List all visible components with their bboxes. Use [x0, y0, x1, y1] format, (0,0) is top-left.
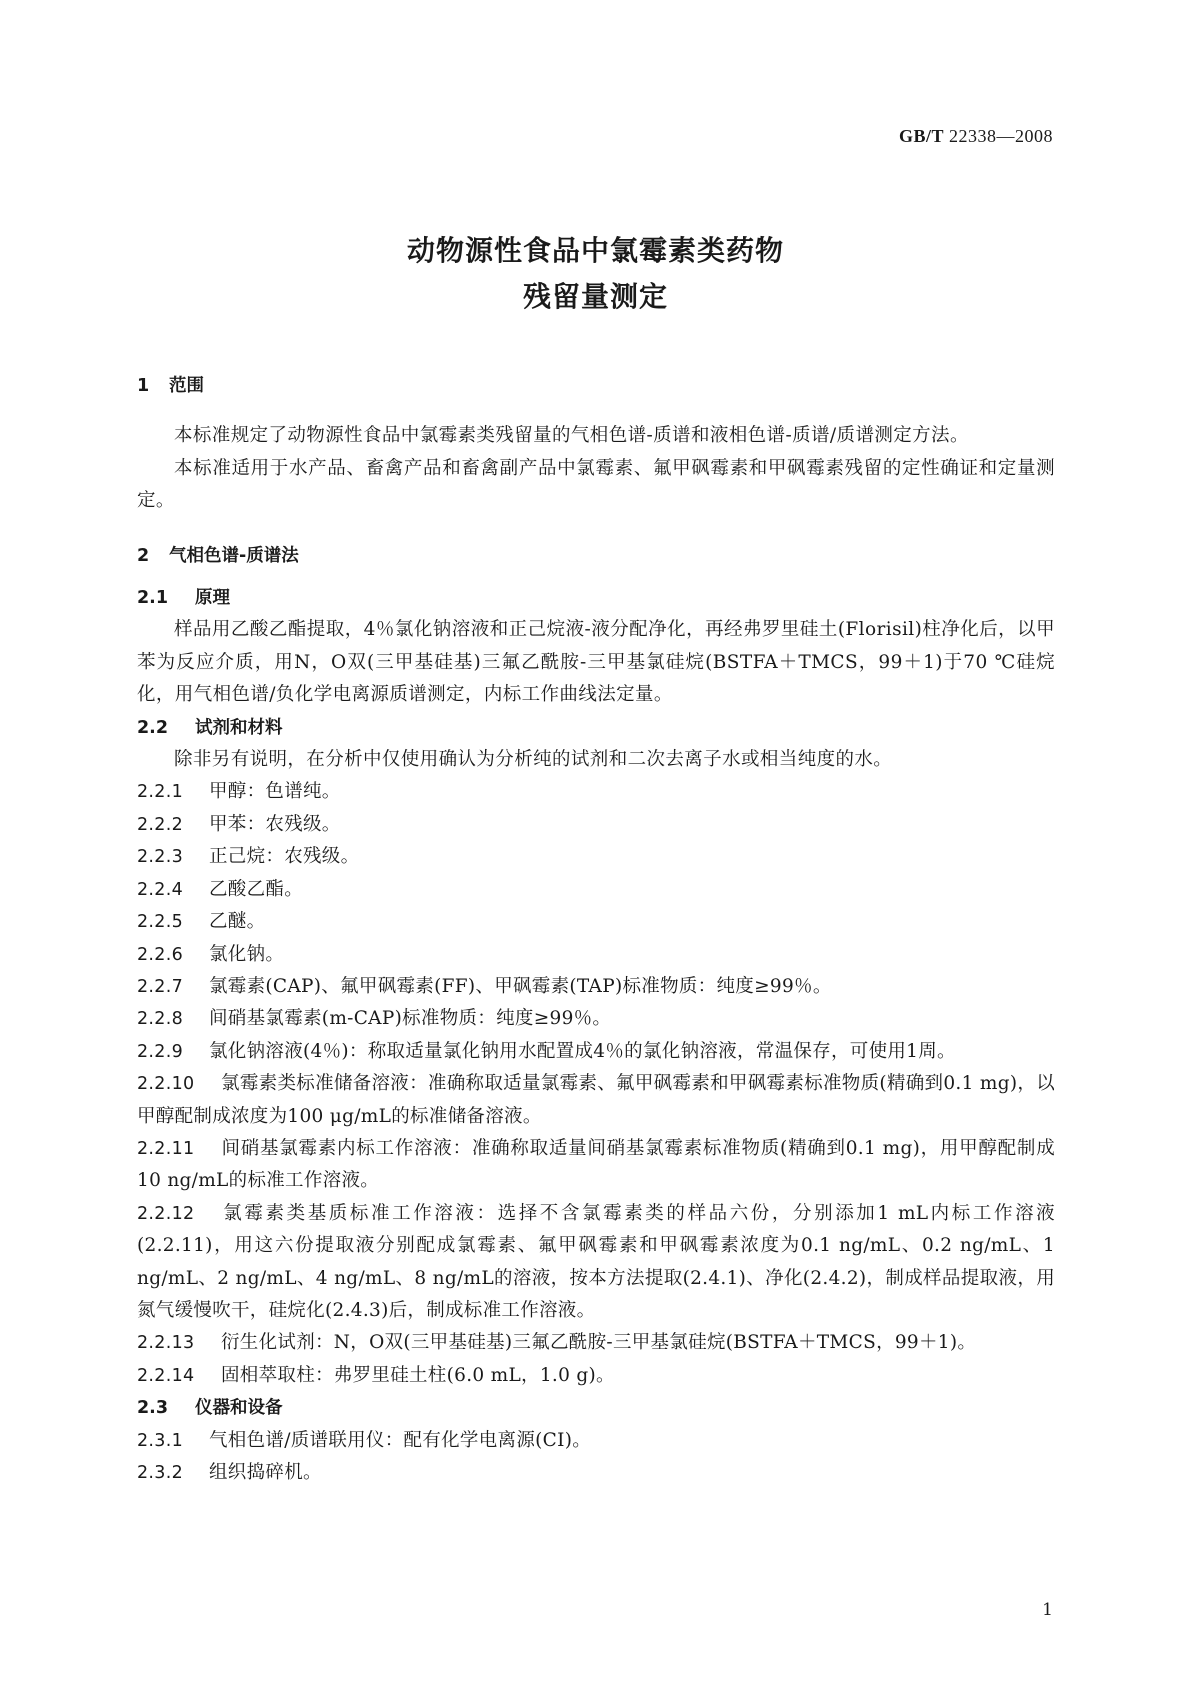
- title-line-1: 动物源性食品中氯霉素类药物: [406, 234, 784, 267]
- section-title: 气相色谱-质谱法: [169, 545, 299, 566]
- subsection-title: 试剂和材料: [195, 717, 283, 738]
- standard-code: [899, 126, 1053, 147]
- list-item: 2.2.13 衍生化试剂：N，O双(三甲基硅基)三氟乙酰胺-三甲基氯硅烷(BSTFA＋TMCS，99＋1)。: [137, 1332, 977, 1354]
- section-number: 1: [137, 376, 150, 396]
- subsection-heading-apparatus: [137, 1392, 1055, 1424]
- list-item: 2.2.1 甲醇：色谱纯。: [137, 781, 341, 803]
- list-item: 2.2.14 固相萃取柱：弗罗里硅土柱(6.0 mL，1.0 g)。: [137, 1364, 615, 1386]
- list-item: 2.2.6 氯化钠。: [137, 943, 285, 965]
- list-item: 2.2.10 氯霉素类标准储备溶液：准确称取适量氯霉素、氟甲砜霉素和甲砜霉素标准物质(精确到0.1 mg)，以甲醇配制成浓度为100 μg/mL的标准储备溶液。: [137, 1073, 1055, 1127]
- section-number: 2: [137, 545, 150, 566]
- principle-paragraph: 样品用乙酸乙酯提取，4％氯化钠溶液和正己烷液-液分配净化，再经弗罗里硅土(Florisil)柱净化后，以甲苯为反应介质，用N，O双(三甲基硅基)三氟乙酰胺-三甲基氯硅烷(BSTFA＋TMCS，99＋1)于70 ℃硅烷化，用气相色谱/负化学电离源质谱测定，内标工作曲线法定量。: [137, 619, 1055, 706]
- list-item: 2.2.9 氯化钠溶液(4％)：称取适量氯化钠用水配置成4％的氯化钠溶液，常温保存，可使用1周。: [137, 1040, 956, 1062]
- section-heading-gcms: [137, 540, 1055, 572]
- subsection-heading-principle: [137, 582, 1055, 614]
- subsection-title: 仪器和设备: [195, 1398, 283, 1419]
- subsection-title: 原理: [195, 588, 230, 609]
- list-item: 2.2.4 乙酸乙酯。: [137, 878, 304, 900]
- section-heading-scope: [137, 370, 1055, 402]
- list-item: 2.2.11 间硝基氯霉素内标工作溶液：准确称取适量间硝基氯霉素标准物质(精确到0.1 mg)，用甲醇配制成10 ng/mL的标准工作溶液。: [137, 1137, 1055, 1192]
- standard-number: 22338—2008: [949, 126, 1053, 146]
- list-item: 2.2.2 甲苯：农残级。: [137, 813, 341, 835]
- list-item: 2.2.12 氯霉素类基质标准工作溶液：选择不含氯霉素类的样品六份，分别添加1 mL内标工作溶液(2.2.11)，用这六份提取液分别配成氯霉素、氟甲砜霉素和甲砜霉素浓度为0.1 ng/mL、0.2 ng/mL、1 ng/mL、2 ng/mL、4 ng/mL、8 ng/mL的溶液，按本方法提取(2.4.1)、净化(2.4.2)，制成样品提取液，用氮气缓慢吹干，硅烷化(2.4.3)后，制成标准工作溶液。: [137, 1202, 1055, 1321]
- reagents-paragraph: 除非另有说明，在分析中仅使用确认为分析纯的试剂和二次去离子水或相当纯度的水。: [174, 749, 893, 771]
- standard-prefix: GB/T: [898, 126, 944, 146]
- page-number: 1: [1042, 1600, 1053, 1620]
- subsection-number: 2.3: [137, 1398, 169, 1419]
- list-item: 2.2.8 间硝基氯霉素(m-CAP)标准物质：纯度≥99％。: [137, 1008, 612, 1030]
- title-line-2: 残留量测定: [522, 280, 668, 313]
- list-item: 2.2.3 正己烷：农残级。: [137, 846, 360, 868]
- subsection-heading-reagents: [137, 712, 1055, 744]
- document-title: [0, 228, 1191, 320]
- scope-paragraph-1: 本标准规定了动物源性食品中氯霉素类残留量的气相色谱-质谱和液相色谱-质谱/质谱测定方法。: [174, 425, 969, 447]
- subsection-number: 2.2: [137, 717, 169, 738]
- list-item: 2.2.7 氯霉素(CAP)、氟甲砜霉素(FF)、甲砜霉素(TAP)标准物质：纯度≥99％。: [137, 975, 832, 997]
- section-title: 范围: [169, 376, 204, 396]
- scope-paragraph-2: 本标准适用于水产品、畜禽产品和畜禽副产品中氯霉素、氟甲砜霉素和甲砜霉素残留的定性确证和定量测定。: [137, 457, 1055, 512]
- subsection-number: 2.1: [137, 588, 169, 609]
- list-item: 2.3.2 组织捣碎机。: [137, 1462, 322, 1483]
- document-body: [137, 370, 1055, 1489]
- list-item: 2.2.5 乙醚。: [137, 911, 266, 933]
- list-item: 2.3.1 气相色谱/质谱联用仪：配有化学电离源(CI)。: [137, 1429, 592, 1451]
